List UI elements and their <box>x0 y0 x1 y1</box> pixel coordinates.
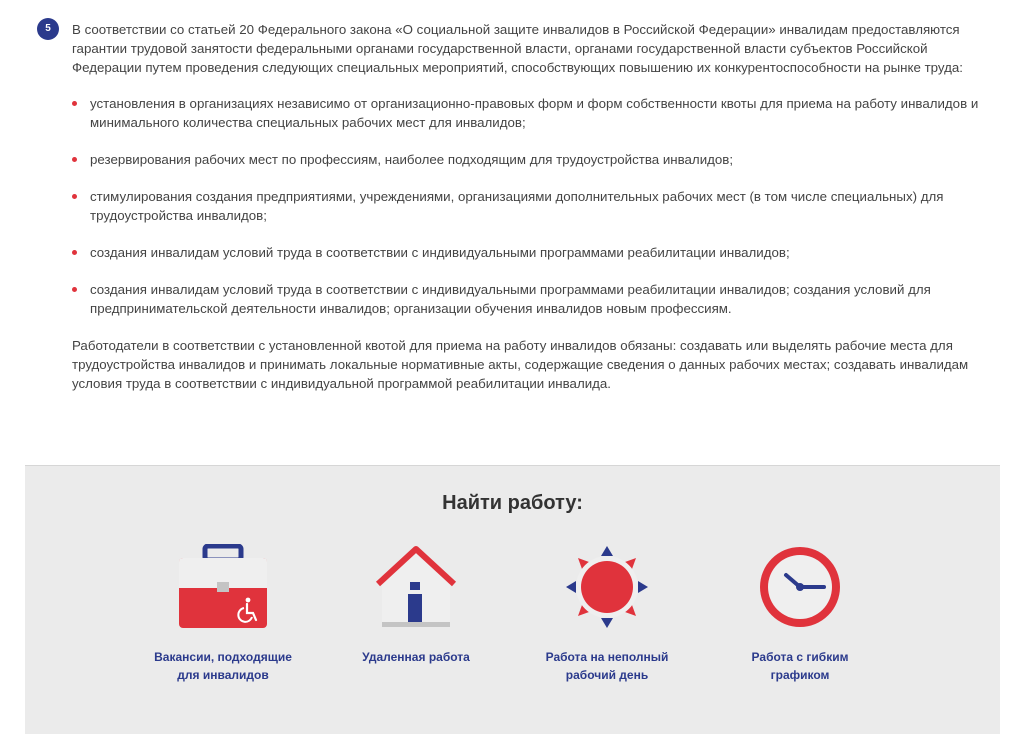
intro-paragraph: В соответствии со статьей 20 Федерального закона «О социальной защите инвалидов в Российской Федерации» инвалидам предоставляются гарантии трудовой занятости федеральными органами государственной власти, органами государственной власти субъектов Российской Федерации путем проведения следующих специальных мероприятий, способствующих повышению их конкурентоспособности на рынке труда: <box>72 22 963 75</box>
remote-work-link[interactable] <box>326 544 506 666</box>
find-work-title: Найти работу: <box>442 492 583 514</box>
list-item: создания инвалидам условий труда в соответствии с индивидуальными программами реабилитации инвалидов; <box>72 243 992 262</box>
clock-icon <box>757 544 843 630</box>
briefcase-wheelchair-icon <box>177 544 269 630</box>
flexible-schedule-link[interactable] <box>710 544 890 684</box>
vacancies-link[interactable] <box>133 544 313 684</box>
list-item: создания инвалидам условий труда в соответствии с индивидуальными программами реабилитации инвалидов; создания условий для предпринимательской деятельности инвалидов; организации обучения инвалидов новым профессиям. <box>72 280 992 318</box>
bullet-icon <box>72 194 77 199</box>
part-time-label: Работа на неполный рабочий день <box>545 650 669 682</box>
sun-icon <box>564 544 650 630</box>
bullet-icon <box>72 157 77 162</box>
list-item: стимулирования создания предприятиями, учреждениями, организациями дополнительных рабочих мест (в том числе специальных) для трудоустройства инвалидов; <box>72 187 992 225</box>
vacancies-label: Вакансии, подходящие для инвалидов <box>154 650 292 682</box>
list-item: резервирования рабочих мест по профессиям, наиболее подходящим для трудоустройства инвалидов; <box>72 150 992 169</box>
measures-list <box>72 94 992 318</box>
section-number-badge: 5 <box>37 18 59 40</box>
bullet-icon <box>72 250 77 255</box>
part-time-link[interactable] <box>517 544 697 684</box>
bullet-icon <box>72 101 77 106</box>
remote-work-label: Удаленная работа <box>362 650 470 664</box>
list-item: установления в организациях независимо от организационно-правовых форм и форм собственности квоты для приема на работу инвалидов и минимального количества специальных рабочих мест для инвалидов; <box>72 94 992 132</box>
house-icon <box>373 544 459 630</box>
flexible-schedule-label: Работа с гибким графиком <box>751 650 849 682</box>
article-content <box>72 20 992 393</box>
find-work-panel <box>25 465 1000 734</box>
employers-paragraph: Работодатели в соответствии с установленной квотой для приема на работу инвалидов обязаны: создавать или выделять рабочие места для трудоустройства инвалидов и принимать локальные нормативные акты, содержащие сведения о данных рабочих местах; создавать инвалидам условия труда в соответствии с индивидуальной программой реабилитации инвалида. <box>72 338 969 391</box>
bullet-icon <box>72 287 77 292</box>
